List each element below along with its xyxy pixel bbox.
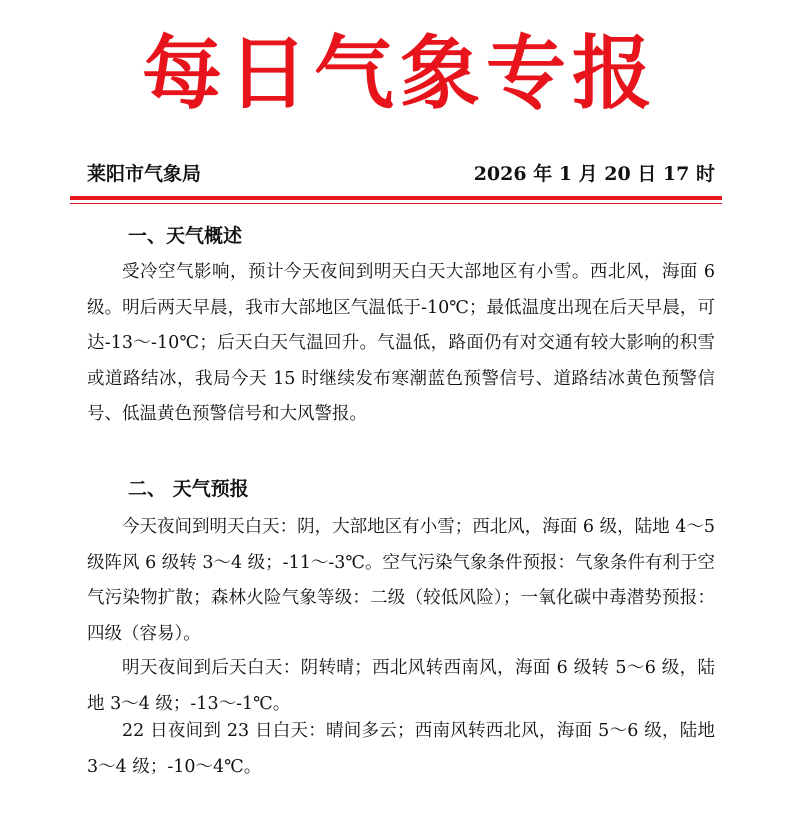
section-heading-forecast: 二、 天气预报 (128, 478, 249, 500)
forecast-paragraph-tonight: 今天夜间到明天白天：阴，大部地区有小雪；西北风，海面 6 级，陆地 4～5 级阵风 6 级转 3～4 级；-11～-3℃。空气污染气象条件预报：气象条件有利于空气污染物扩散；森林火险气象等级：二级（较低风险）；一氧化碳中毒潜势预报：四级（容易）。 (87, 517, 715, 644)
header-divider-thick (70, 196, 722, 200)
bulletin-meta (87, 160, 715, 188)
header-divider-thin (70, 203, 722, 204)
section-heading-overview: 一、天气概述 (128, 225, 243, 247)
overview-paragraph: 受冷空气影响，预计今天夜间到明天白天大部地区有小雪。西北风，海面 6 级。明后两天早晨，我市大部地区气温低于-10℃；最低温度出现在后天早晨，可达-13～-10℃；后天白天气温回升。气温低，路面仍有对交通有较大影响的积雪或道路结冰，我局今天 15 时继续发布寒潮蓝色预警信号、道路结冰黄色预警信号、低温黄色预警信号和大风警报。 (87, 262, 715, 424)
bulletin-title: 每日气象专报 (142, 27, 658, 120)
forecast-paragraph-22nd: 22 日夜间到 23 日白天：晴间多云；西南风转西北风，海面 5～6 级，陆地 3～4 级；-10～4℃。 (87, 721, 715, 777)
forecast-paragraph-tomorrow-night: 明天夜间到后天白天：阴转晴；西北风转西南风，海面 6 级转 5～6 级，陆地 3～4 级；-13～-1℃。 (87, 658, 715, 714)
issue-date: 2026 年 1 月 20 日 17 时 (473, 163, 715, 185)
issuing-agency: 莱阳市气象局 (87, 163, 202, 185)
